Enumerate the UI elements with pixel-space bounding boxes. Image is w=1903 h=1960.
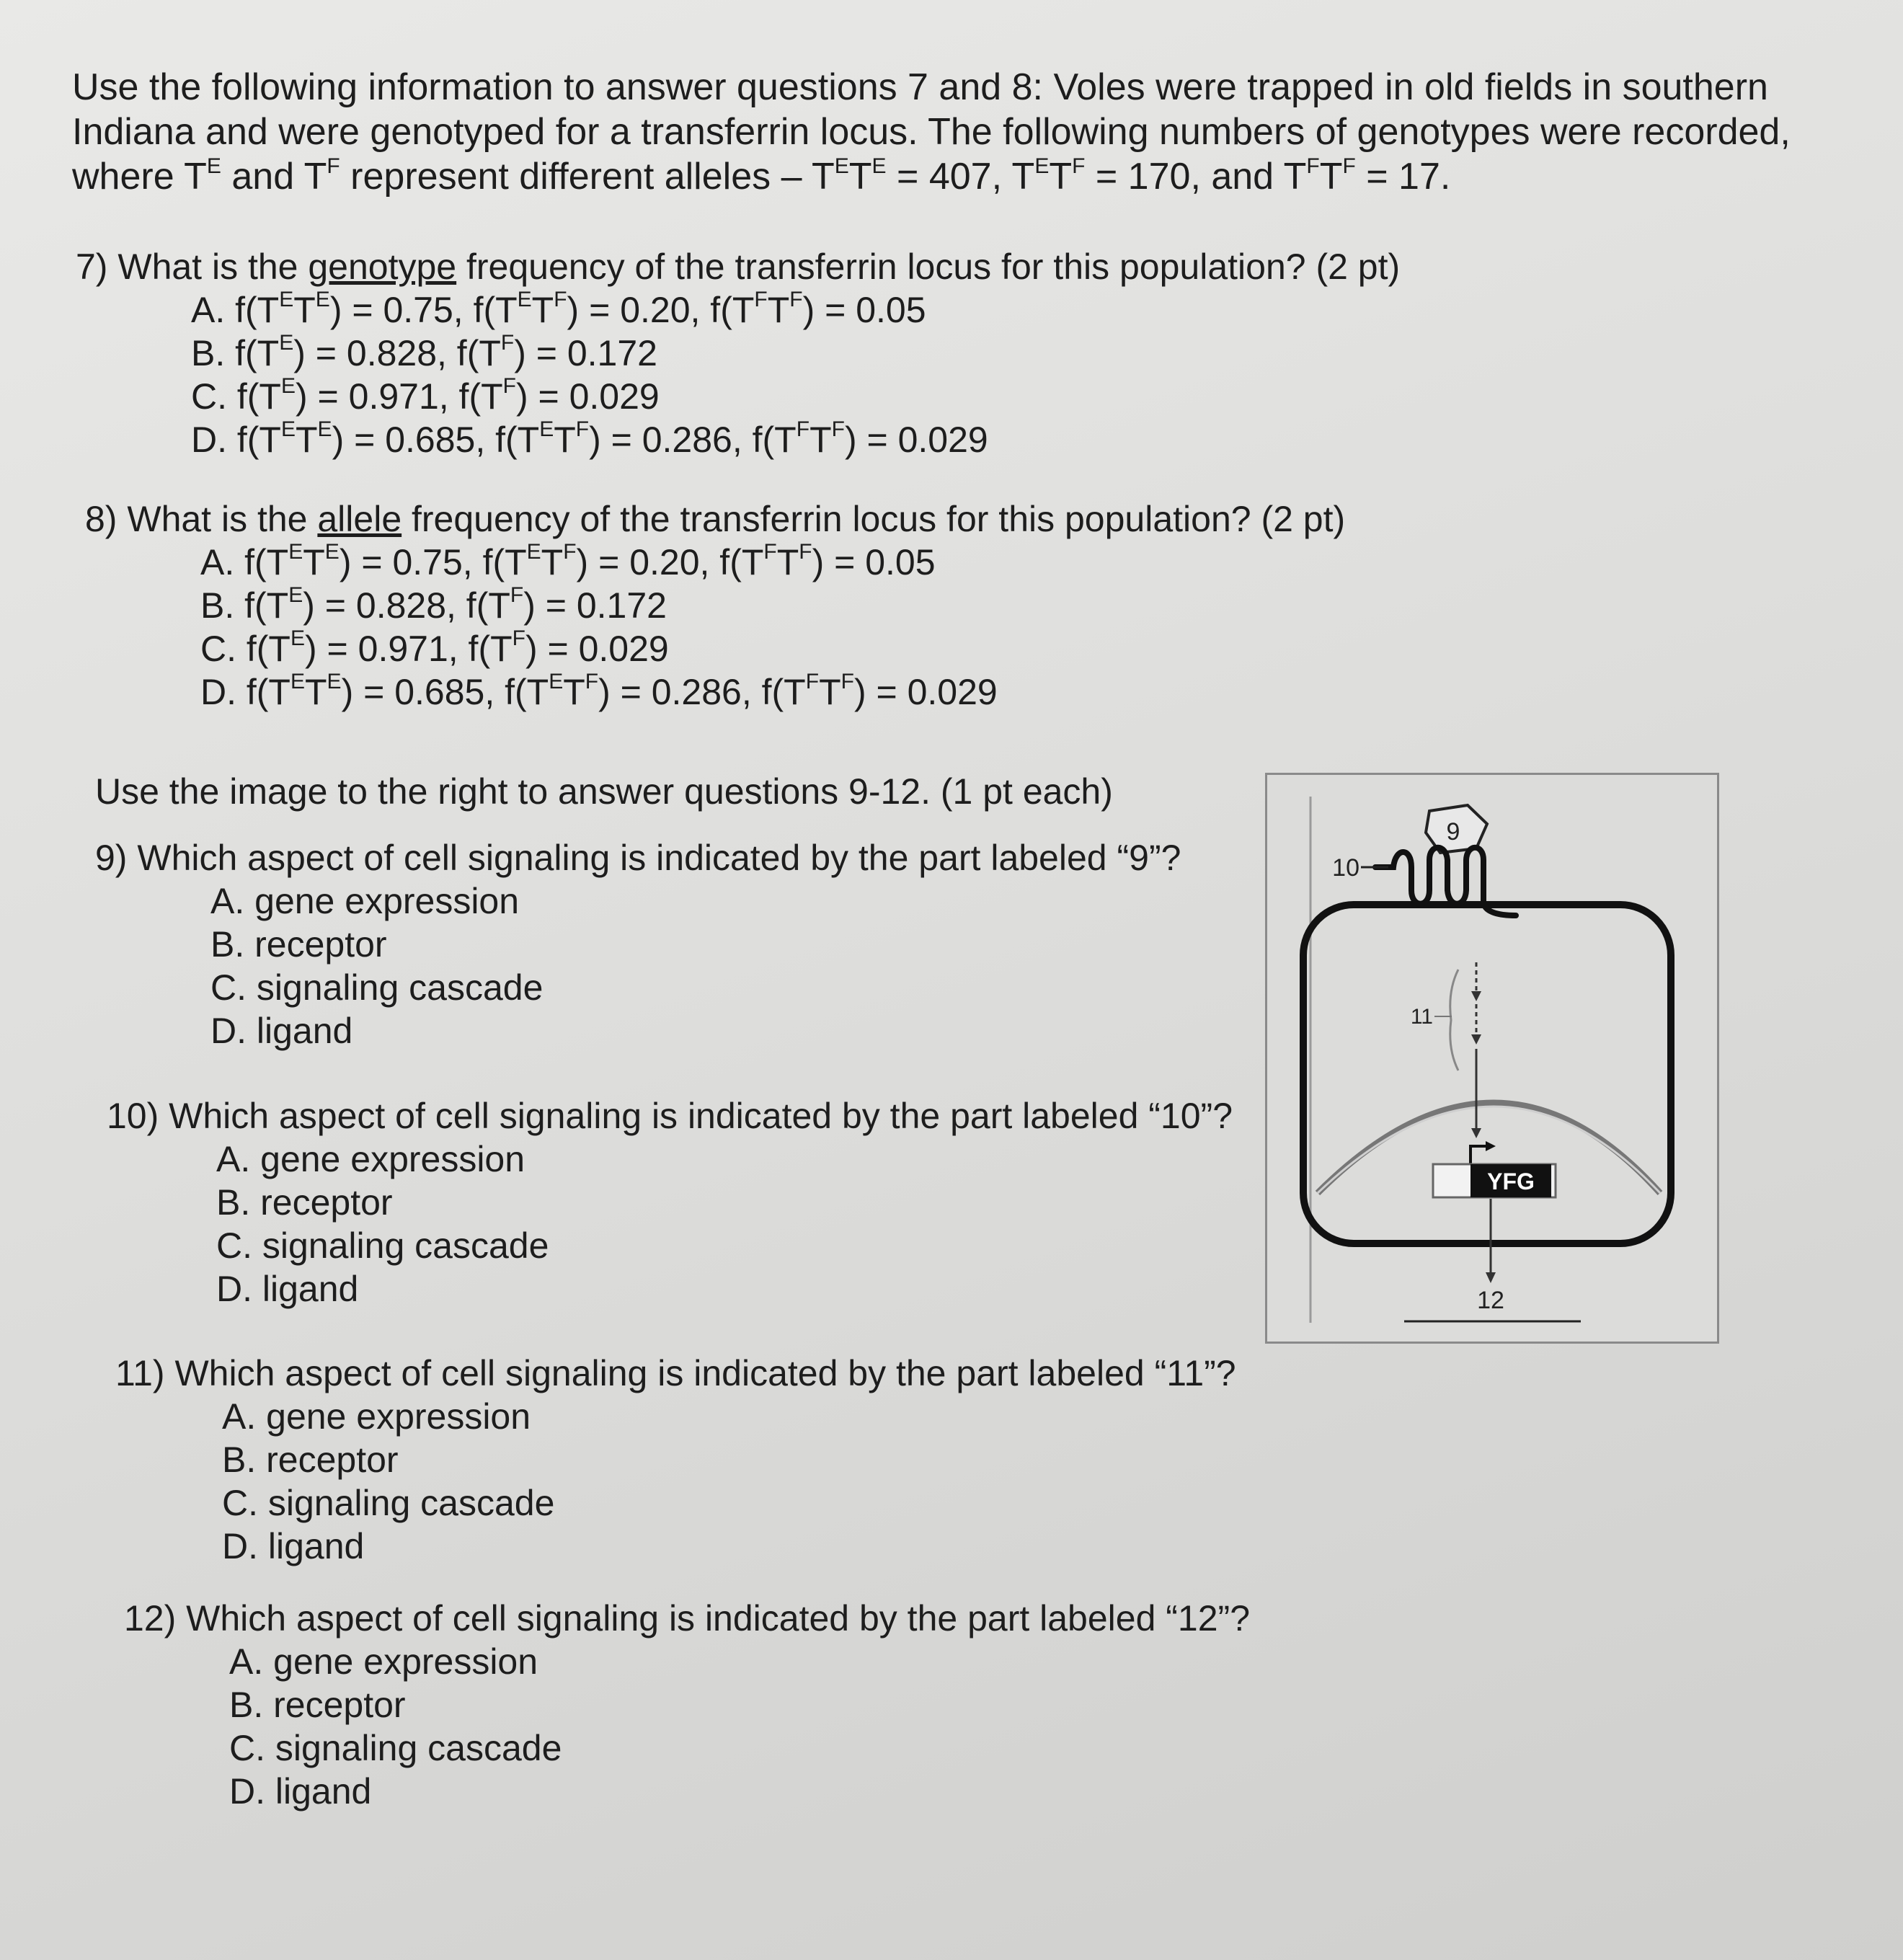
- underlined-keyword: allele: [317, 499, 402, 539]
- intro-text: T: [1049, 156, 1073, 198]
- label-11: 11: [1410, 1005, 1433, 1029]
- intro-sup: E: [206, 154, 221, 178]
- question-stem: 9) Which aspect of cell signaling is indicated by the part labeled “9”?: [95, 838, 1181, 878]
- intro-sup: F: [1072, 154, 1086, 178]
- intro-sup: E: [834, 154, 849, 178]
- intro-sup: F: [327, 154, 340, 178]
- intro-text: represent different alleles – T: [340, 156, 835, 198]
- question-8: [85, 497, 1345, 714]
- label-10: 10: [1332, 854, 1359, 882]
- intro-sup: F: [1306, 154, 1320, 178]
- answer-options: [95, 879, 1181, 1052]
- intro-sup: E: [1034, 154, 1050, 178]
- option-c[interactable]: C. signaling cascade: [229, 1728, 562, 1768]
- option-b[interactable]: B. $f(T^E) = 0.828$, $f(T^F) = 0.172$: [191, 331, 657, 373]
- option-d[interactable]: D. ligand: [222, 1526, 365, 1566]
- option-a[interactable]: A. gene expression: [229, 1641, 538, 1682]
- option-d[interactable]: D. ligand: [210, 1011, 353, 1051]
- option-d[interactable]: D. $f(T^ET^E) = 0.685$, $f(T^ET^F) = 0.286$, $f(T^FT^F) = 0.029$: [191, 417, 988, 460]
- answer-options: [115, 1395, 1236, 1568]
- question-12: [124, 1597, 1250, 1813]
- option-d[interactable]: D. ligand: [216, 1269, 359, 1309]
- intro-text: Use the following information to answer questions 7 and 8: Voles were trapped in old fields in southern Indiana and were genotyped for a transferrin locus. The following numbers of genotypes were recorded, where T: [72, 66, 1791, 198]
- option-c[interactable]: C. signaling cascade: [210, 967, 544, 1008]
- cell-signaling-figure: [1265, 773, 1719, 1344]
- option-d[interactable]: D. $f(T^ET^E) = 0.685$, $f(T^ET^F) = 0.286$, $f(T^FT^F) = 0.029$: [200, 670, 998, 712]
- option-c[interactable]: C. $f(T^E) = 0.971$, $f(T^F) = 0.029$: [200, 626, 669, 669]
- intro-text: = 17.: [1355, 156, 1451, 198]
- underlined-keyword: genotype: [308, 247, 457, 287]
- question-stem: 10) Which aspect of cell signaling is indicated by the part labeled “10”?: [107, 1096, 1233, 1136]
- answer-options: [107, 1138, 1233, 1311]
- option-c[interactable]: C. $f(T^E) = 0.971$, $f(T^F) = 0.029$: [191, 374, 660, 417]
- answer-options: [124, 1640, 1250, 1813]
- question-7: [76, 245, 1400, 461]
- gene-label: YFG: [1487, 1169, 1535, 1194]
- option-b[interactable]: B. receptor: [222, 1440, 399, 1480]
- option-a[interactable]: A. gene expression: [216, 1139, 525, 1179]
- intro-sup: F: [1342, 154, 1356, 178]
- section-instructions: Use the image to the right to answer questions 9-12. (1 pt each): [95, 771, 1113, 812]
- question-11: [115, 1352, 1236, 1568]
- cascade-bracket: [1450, 970, 1458, 1070]
- intro-text: T: [1319, 156, 1343, 198]
- question-9: [95, 836, 1181, 1052]
- question-stem: 12) Which aspect of cell signaling is indicated by the part labeled “12”?: [124, 1598, 1251, 1638]
- question-stem: 11) Which aspect of cell signaling is indicated by the part labeled “11”?: [115, 1353, 1236, 1393]
- intro-text: and T: [221, 156, 327, 198]
- option-b[interactable]: B. receptor: [229, 1685, 406, 1725]
- option-a[interactable]: A. gene expression: [222, 1396, 531, 1437]
- promoter-arrow: [1470, 1146, 1487, 1164]
- question-10: [107, 1094, 1233, 1311]
- option-b[interactable]: B. receptor: [210, 924, 387, 965]
- question-stem: 8) What is the allele frequency of the transferrin locus for this population? (2 pt): [85, 499, 1346, 539]
- intro-text: = 407, T: [886, 156, 1035, 198]
- intro-text: = 170, and T: [1085, 156, 1307, 198]
- cell-diagram: [1267, 775, 1717, 1342]
- option-c[interactable]: C. signaling cascade: [222, 1483, 555, 1523]
- option-a[interactable]: A. $f(T^ET^E) = 0.75$, $f(T^ET^F) = 0.20$, $f(T^FT^F) = 0.05$: [200, 540, 936, 582]
- intro-sup: E: [871, 154, 887, 178]
- label-9: 9: [1446, 818, 1460, 846]
- option-a[interactable]: A. $f(T^ET^E) = 0.75$, $f(T^ET^F) = 0.20$, $f(T^FT^F) = 0.05$: [191, 288, 926, 330]
- intro-text: T: [848, 156, 872, 198]
- option-a[interactable]: A. gene expression: [210, 881, 520, 921]
- option-d[interactable]: D. ligand: [229, 1771, 372, 1812]
- option-c[interactable]: C. signaling cascade: [216, 1225, 549, 1266]
- intro-paragraph: [72, 65, 1802, 199]
- option-b[interactable]: B. receptor: [216, 1182, 393, 1223]
- answer-options: [85, 541, 1345, 714]
- question-stem: 7) What is the genotype frequency of the transferrin locus for this population? (2 pt): [76, 247, 1401, 287]
- option-b[interactable]: B. $f(T^E) = 0.828$, $f(T^F) = 0.172$: [200, 583, 667, 626]
- answer-options: [76, 288, 1400, 461]
- label-12: 12: [1477, 1287, 1504, 1314]
